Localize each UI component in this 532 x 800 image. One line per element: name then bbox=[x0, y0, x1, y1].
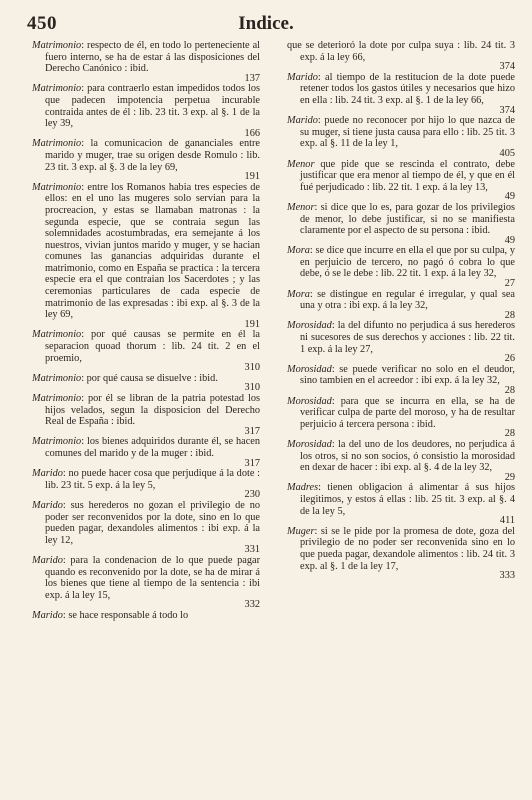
index-entry bbox=[32, 373, 260, 393]
entry-heading: Matrimonio bbox=[32, 40, 82, 51]
index-entry bbox=[32, 329, 260, 372]
entry-text: : puede no reconocer por hijo lo que nazca de su muger, si tiene justa causa para ello : lib. 25 tit. 3 exp. al §. 11 de la ley 1, bbox=[300, 115, 515, 150]
entry-text: : no puede hacer cosa que perjudique á la dote : lib. 23 tit. 5 exp. á la ley 5, bbox=[45, 468, 260, 491]
entry-text: : para contraerlo estan impedidos todos los que padecen impotencia perpetua incurable contraida antes de él : lib. 23 tit. 3 exp. al §. 1 de la ley 39, bbox=[45, 83, 260, 130]
entry-text: : se distingue en regular é irregular, y qual sea una y otra : ibi exp. á la ley 32, bbox=[300, 288, 515, 312]
index-entry bbox=[32, 610, 260, 622]
entry-heading: Marido bbox=[32, 468, 63, 480]
entry-text: : la del uno de los deudores, no perjudica á los otros, si no son socios, ó consistio la morosidad en dexar de hacer : ibi exp. al §. 4 de la ley 32, bbox=[300, 438, 515, 474]
left-column bbox=[32, 40, 260, 622]
page-reference: 28 bbox=[504, 309, 515, 321]
entry-text: : si se le pide por la promesa de dote, goza del privilegio de no poder ser reconvenida sino en lo que pueda pagar, dexandole alimentos : lib. 24 tit. 3 exp. al §. 1 de la ley 17, bbox=[300, 525, 515, 572]
index-entry bbox=[287, 439, 515, 482]
entry-heading: Matrimonio bbox=[32, 181, 82, 193]
page-reference: 310 bbox=[244, 362, 260, 374]
index-entry bbox=[287, 40, 515, 71]
entry-text: : la del difunto no perjudica á sus herederos ni sucesores de sus derechos y acciones : lib. 22 tit. 1 exp. á la ley 27, bbox=[300, 320, 515, 355]
entry-text: : tienen obligacion á alimentar á sus hijos ilegitimos, y estos á ellas : lib. 25 tit. 3 exp. al §. 4 de la ley 5, bbox=[300, 482, 515, 517]
entry-text: : entre los Romanos habia tres especies de ellos: en el uno las mugeres solo servian para la procreacion, y estas se llamaban matronas : la segunda especie, que se contraia segun las solemnidades acostumbradas, era semejante á los nuestros, vivian juntos marido y muger, y se hacian comunes las ganancias adquiridas durante el matrimonio, como en España se practica : la tercera especie era el que contraian los Sacerdotes ; y las ceremonias particulares de cada especie de matrimonio de las expresadas : ibi exp. al §. 3 de la ley 69, bbox=[45, 181, 260, 321]
page-reference: 49 bbox=[504, 234, 515, 246]
entry-heading: Matrimonio bbox=[32, 372, 82, 384]
page-reference: 28 bbox=[504, 428, 515, 440]
running-title: Indice. bbox=[238, 13, 294, 34]
page-number: 450 bbox=[27, 13, 57, 34]
entry-text: : para que se incurra en ella, se ha de verificar culpa de parte del moroso, y ha de resultar perjuicio á tercera persona : ibid. bbox=[300, 395, 515, 430]
entry-text: : por él se libran de la patria potestad los hijos velados, segun la disposicion del Derecho Real de España : ibid. bbox=[45, 393, 260, 428]
entry-text: : respecto de él, en todo lo perteneciente al fuero interno, se ha de estar á las disposiciones del Derecho Canónico : ibid. bbox=[45, 40, 260, 75]
index-entry bbox=[287, 289, 515, 320]
entry-heading: Morosidad bbox=[287, 320, 332, 332]
entry-heading: Marido bbox=[32, 499, 63, 511]
entry-text: : se hace responsable á todo lo bbox=[62, 609, 189, 621]
page-reference: 26 bbox=[504, 353, 515, 365]
index-entry bbox=[287, 320, 515, 363]
entry-heading: Morosidad bbox=[287, 438, 332, 450]
index-entry bbox=[287, 364, 515, 395]
page-reference: 332 bbox=[244, 599, 260, 611]
page-reference: 374 bbox=[499, 61, 515, 73]
index-entry bbox=[32, 468, 260, 499]
page-reference: 405 bbox=[499, 147, 515, 159]
entry-text: : se dice que incurre en ella el que por su culpa, y en perjuicio de tercero, no pagó ó cobra lo que debe, ó se le debe : lib. 22 tit. 1 exp. á la ley 32, bbox=[300, 245, 515, 280]
index-entry bbox=[32, 436, 260, 467]
index-entry bbox=[32, 40, 260, 83]
entry-heading: Morosidad bbox=[287, 363, 332, 375]
right-column bbox=[287, 40, 515, 581]
index-entry bbox=[32, 83, 260, 137]
entry-heading: Morosidad bbox=[287, 395, 332, 407]
page-reference: 317 bbox=[244, 457, 260, 469]
entry-text: : sus herederos no gozan el privilegio de no poder ser reconvenidos por la dote, sino en lo que pueden pagar, dexandoles alimentos : ibi exp. á la ley 12, bbox=[45, 499, 260, 546]
page-reference: 27 bbox=[504, 278, 515, 290]
page-reference: 331 bbox=[244, 544, 260, 556]
entry-heading: Menor bbox=[287, 158, 315, 170]
index-entry bbox=[32, 182, 260, 329]
page-reference: 28 bbox=[504, 385, 515, 396]
entry-text: : por qué causas se permite en él la separacion quoad thorum : lib. 24 tit. 2 en el proemio, bbox=[45, 329, 260, 364]
entry-text: : si dice que lo es, para gozar de los privilegios de menor, lo debe justificar, si no se manifiesta claramente por el aspecto de su persona : ibid. bbox=[300, 201, 515, 237]
index-entry bbox=[287, 159, 515, 202]
page-reference: 191 bbox=[244, 318, 260, 330]
page-reference: 191 bbox=[244, 171, 260, 183]
entry-heading: Madres bbox=[287, 482, 319, 494]
page-reference: 166 bbox=[244, 127, 260, 139]
entry-text: que se deterioró la dote por culpa suya : lib. 24 tit. 3 exp. á la ley 66, bbox=[287, 40, 515, 63]
index-entry bbox=[32, 138, 260, 181]
entry-text: : los bienes adquiridos durante él, se hacen comunes del marido y de la muger : ibid. bbox=[45, 436, 260, 459]
page-reference: 29 bbox=[504, 471, 515, 483]
entry-heading: Marido bbox=[287, 115, 318, 127]
entry-heading: Matrimonio bbox=[32, 436, 82, 448]
page-reference: 411 bbox=[499, 515, 515, 527]
index-entry bbox=[32, 393, 260, 436]
entry-text: : al tiempo de la restitucion de la dote puede retener todos los gastos útiles y necesarios que hizo en ella : lib. 24 tit. 3 exp. al §. 1 de la ley 66, bbox=[300, 71, 515, 106]
page-reference: 333 bbox=[499, 570, 515, 582]
index-entry bbox=[287, 72, 515, 115]
entry-text: : se puede verificar no solo en el deudor, sino tambien en el acreedor : ibi exp. á la ley 32, bbox=[300, 363, 515, 387]
index-entry bbox=[287, 526, 515, 580]
entry-heading: Muger bbox=[287, 525, 315, 537]
entry-text: : para la condenacion de lo que puede pagar quando es reconvenido por la dote, se ha de mirar á los bienes que tiene al tiempo de la sentencia : ibi exp. á la ley 15, bbox=[45, 554, 260, 601]
entry-heading: Menor bbox=[287, 201, 315, 213]
page-reference: 137 bbox=[244, 72, 260, 84]
page-reference: 230 bbox=[244, 489, 260, 501]
page-reference: 49 bbox=[504, 191, 515, 203]
entry-text: : por qué causa se disuelve : ibid. bbox=[81, 372, 218, 384]
index-entry bbox=[287, 396, 515, 439]
index-entry bbox=[287, 482, 515, 525]
index-entry bbox=[287, 115, 515, 158]
entry-heading: Marido bbox=[32, 609, 63, 621]
index-entry bbox=[32, 555, 260, 609]
entry-heading: Matrimonio bbox=[32, 329, 82, 341]
entry-heading: Mora bbox=[287, 245, 310, 257]
entry-text: que pide que se rescinda el contrato, debe justificar que era menor al tiempo de él, y que en él fué perjudicado : lib. 22 tit. 1 exp. á la ley 13, bbox=[300, 158, 515, 193]
page-reference: 317 bbox=[244, 425, 260, 437]
index-entry bbox=[287, 202, 515, 245]
index-entry bbox=[287, 245, 515, 288]
entry-heading: Matrimonio bbox=[32, 138, 82, 150]
page-reference: 310 bbox=[244, 382, 260, 394]
entry-text: : la comunicacion de gananciales entre marido y muger, trae su origen desde Romulo : lib. 23 tit. 3 exp. al §. 3 de la ley 69, bbox=[45, 138, 260, 173]
entry-heading: Marido bbox=[287, 71, 318, 83]
index-entry bbox=[32, 500, 260, 554]
entry-heading: Matrimonio bbox=[32, 393, 82, 404]
entry-heading: Matrimonio bbox=[32, 83, 82, 95]
page-reference: 374 bbox=[499, 104, 515, 116]
entry-heading: Marido bbox=[32, 554, 63, 566]
entry-heading: Mora bbox=[287, 288, 310, 300]
